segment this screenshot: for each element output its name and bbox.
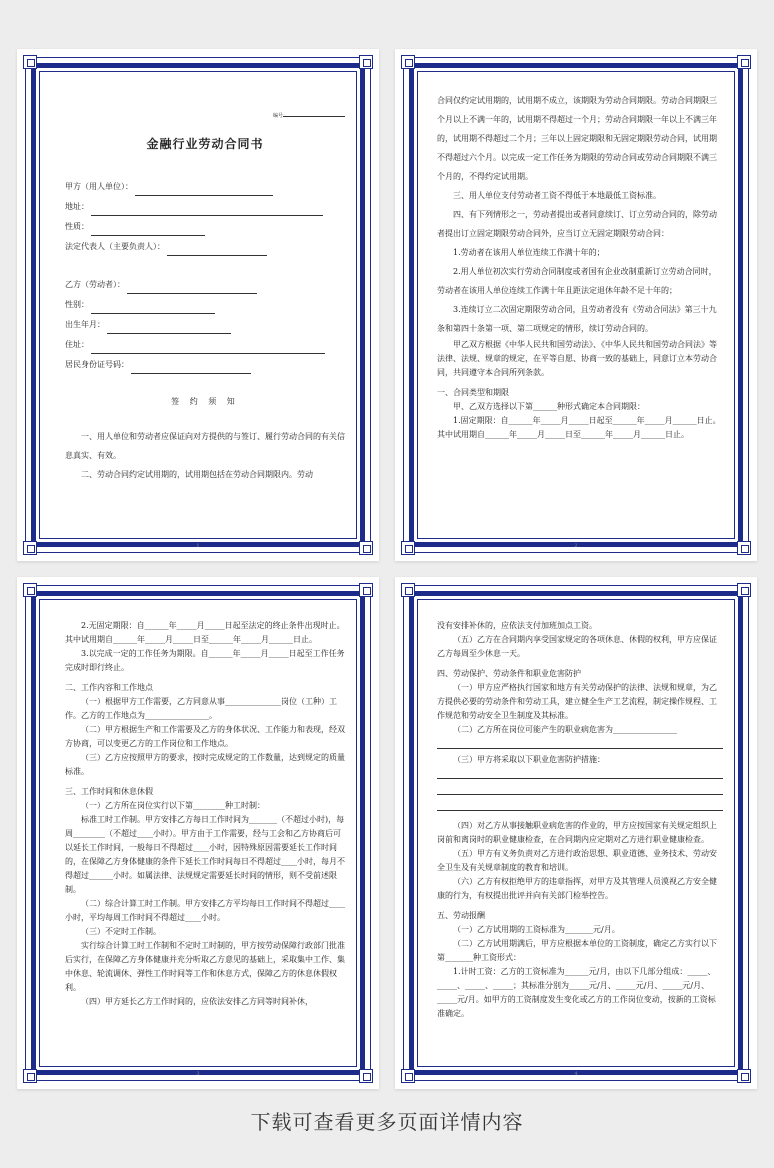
page-number: 1 bbox=[196, 543, 200, 549]
paragraph: （一）甲方应严格执行国家和地方有关劳动保护的法律、法规和规章，为乙方提供必要的劳动条件和劳动工具，建立健全生产工艺流程，制定操作规程、工作规范和劳动安全卫生制度及其标准。 bbox=[437, 683, 717, 720]
paragraph: 1.固定期限：自______年_____月_____日起至______年_____月______日止。其中试用期自______年_____月_____日至______年_____月______日止。 bbox=[437, 416, 721, 439]
paragraph: （二）甲方根据生产和工作需要及乙方的身体状况、工作能力和表现，经双方协商，可以变更乙方的工作岗位和工作地点。 bbox=[65, 725, 345, 748]
paragraph: 四、有下列情形之一，劳动者提出或者同意续订、订立劳动合同的，除劳动者提出订立固定期限劳动合同外，应当订立无固定期限劳动合同： bbox=[437, 210, 717, 238]
paragraph: 合同仅约定试用期的，试用期不成立，该期限为劳动合同期限。劳动合同期限三个月以上不满一年的，试用期不得超过一个月；劳动合同期限一年以上不满三年的，试用期不得超过二个月；三年以上固定期限和无固定期限劳动合同，试用期不得超过六个月。以完成一定工作任务为期限的劳动合同或劳动合同期限不满三个月的，不得约定试用期。 bbox=[437, 96, 717, 181]
corner-ornament bbox=[401, 1069, 415, 1083]
paragraph: （二）乙方所在岗位可能产生的职业病危害为________________ bbox=[453, 725, 677, 734]
paragraph: （二）综合计算工时工作制。甲方安排乙方平均每日工作时间不得超过____小时，平均每周工作时间不得超过____小时。 bbox=[65, 899, 345, 922]
field-row: 性质： bbox=[65, 216, 345, 236]
corner-ornament bbox=[359, 55, 373, 69]
paragraph: 2.无固定期限：自______年_____月_____日起至法定的终止条件出现时止。其中试用期自______年_____月_____日至______年_____月______日止。 bbox=[65, 621, 345, 644]
paragraph: 3.以完成一定的工作任务为期限。自______年_____月_____日起至工作任务完成时即行终止。 bbox=[65, 649, 345, 672]
paragraph: 标准工时工作制。甲方安排乙方每日工作时间为_______（不超过小时)，每周________（不超过____小时）。甲方由于工作需要，经与工会和乙方协商后可以延长工作时间，一般每日不得超过____小时，因特殊原因需要延长工作时间的，在保障乙方身体健康的条件下延长工作时间每日不得超过____小时，每月不得超过______小时。如属法律、法规规定需要延长时间的情形，则不受前述限制。 bbox=[65, 815, 345, 894]
contract-page-3 bbox=[17, 577, 379, 1089]
download-caption: 下载可查看更多页面详情内容 bbox=[250, 1110, 524, 1134]
field-row: 甲方（用人单位）： bbox=[65, 176, 345, 196]
paragraph: （二）乙方试用期满后，甲方应根据本单位的工资制度，确定乙方实行以下第_______种工资形式： bbox=[437, 939, 717, 962]
blank-line bbox=[437, 767, 723, 779]
paragraph: （四）对乙方从事接触职业病危害的作业的，甲方应按国家有关规定组织上岗前和离岗时的职业健康检查，在合同期内应定期对乙方进行职业健康检查。 bbox=[437, 821, 717, 844]
paragraph: 甲乙双方根据《中华人民共和国劳动法》、《中华人民共和国劳动合同法》等法律、法规、规章的规定，在平等自愿、协商一致的基础上，同意订立本劳动合同，共同遵守本合同所列条款。 bbox=[437, 340, 717, 377]
paragraph: 甲、乙双方选择以下第______种形式确定本合同期限： bbox=[453, 402, 645, 411]
field-row: 住址： bbox=[65, 334, 345, 354]
field-row: 出生年月： bbox=[65, 314, 345, 334]
paragraph: （三）不定时工作制。 bbox=[81, 927, 161, 936]
section-heading: 一、合同类型和期限 bbox=[437, 388, 509, 397]
paragraph: （五）甲方有义务负责对乙方进行政治思想、职业道德、业务技术、劳动安全卫生及有关规章制度的教育和培训。 bbox=[437, 849, 717, 872]
contract-page-1 bbox=[17, 49, 379, 561]
paragraph: 一、用人单位和劳动者应保证向对方提供的与签订、履行劳动合同的有关信息真实、有效。 bbox=[65, 432, 345, 460]
paragraph: 实行综合计算工时工作制和不定时工时制的，甲方按劳动保障行政部门批准后实行，在保障乙方身体健康并充分听取乙方意见的基础上，采取集中工作、集中休息、轮流调休、弹性工作时间等工作和休息方式，保障乙方的休息休假权利。 bbox=[65, 941, 345, 992]
field-row: 乙方（劳动者）： bbox=[65, 274, 345, 294]
paragraph: （六）乙方有权拒绝甲方的违章指挥，对甲方及其管理人员漠视乙方安全健康的行为，有权提出批评并向有关部门检举控告。 bbox=[437, 877, 717, 900]
blank-line bbox=[437, 799, 723, 811]
section-heading: 二、工作内容和工作地点 bbox=[65, 683, 153, 692]
corner-ornament bbox=[23, 1069, 37, 1083]
paragraph: （五）乙方在合同期内享受国家规定的各项休息、休假的权利，甲方应保证乙方每周至少休息一天。 bbox=[437, 635, 717, 658]
contract-page-4 bbox=[395, 577, 757, 1089]
paragraph: 2.用人单位初次实行劳动合同制度或者国有企业改制重新订立劳动合同时，劳动者在该用人单位连续工作满十年且距法定退休年龄不足十年的； bbox=[437, 267, 717, 295]
paragraph: 没有安排补休的，应依法支付加班加点工资。 bbox=[437, 621, 597, 630]
page-number: 2 bbox=[574, 543, 578, 549]
corner-ornament bbox=[23, 583, 37, 597]
corner-ornament bbox=[359, 541, 373, 555]
paragraph: （四）甲方延长乙方工作时间的，应依法安排乙方同等时间补休， bbox=[81, 997, 313, 1006]
field-row: 法定代表人（主要负责人）： bbox=[65, 236, 345, 256]
paragraph: （一）乙方试用期的工资标准为_______元/月。 bbox=[453, 925, 620, 934]
corner-ornament bbox=[23, 541, 37, 555]
party-a-fields bbox=[65, 176, 345, 256]
section-heading: 三、工作时间和休息休假 bbox=[65, 787, 153, 796]
contract-page-2 bbox=[395, 49, 757, 561]
corner-ornament bbox=[401, 541, 415, 555]
field-row: 性别： bbox=[65, 294, 345, 314]
corner-ornament bbox=[737, 55, 751, 69]
section-heading: 四、劳动保护、劳动条件和职业危害防护 bbox=[437, 669, 581, 678]
paragraph: （三）乙方应按照甲方的要求，按时完成规定的工作数量，达到规定的质量标准。 bbox=[65, 753, 345, 776]
corner-ornament bbox=[737, 541, 751, 555]
page-title: 金融行业劳动合同书 bbox=[146, 137, 264, 151]
paragraph: 1.计时工资：乙方的工资标准为______元/月，由以下几部分组成：_____、_____、_____、_____；其标准分别为_____元/月、_____元/月、_____元/月、_____元/月。如甲方的工资制度发生变化或乙方的工作岗位变动，按新的工资标准确定。 bbox=[437, 967, 716, 1018]
blank-line bbox=[437, 737, 723, 749]
paragraph: 3.连续订立二次固定期限劳动合同，且劳动者没有《劳动合同法》第三十九条和第四十条第一项、第二项规定的情形，续订劳动合同的。 bbox=[437, 305, 717, 333]
field-row: 居民身份证号码： bbox=[65, 354, 345, 374]
paragraph: （一）根据甲方工作需要，乙方同意从事______________岗位（工种）工作。乙方的工作地点为________________。 bbox=[65, 697, 337, 720]
corner-ornament bbox=[23, 55, 37, 69]
section-heading: 五、劳动报酬 bbox=[437, 911, 485, 920]
corner-ornament bbox=[359, 583, 373, 597]
corner-ornament bbox=[401, 55, 415, 69]
paragraph: 二、劳动合同约定试用期的，试用期包括在劳动合同期限内。劳动 bbox=[81, 470, 313, 479]
corner-ornament bbox=[359, 1069, 373, 1083]
corner-ornament bbox=[737, 583, 751, 597]
page-number: 3 bbox=[196, 1071, 200, 1077]
corner-ornament bbox=[401, 583, 415, 597]
party-b-fields bbox=[65, 274, 345, 374]
blank-line bbox=[437, 783, 723, 795]
paragraph: （三）甲方将采取以下职业危害防护措施： bbox=[453, 755, 605, 764]
paragraph: 1.劳动者在该用人单位连续工作满十年的； bbox=[453, 248, 605, 257]
corner-ornament bbox=[737, 1069, 751, 1083]
page-number: 4 bbox=[574, 1071, 578, 1077]
field-row: 地址： bbox=[65, 196, 345, 216]
notice-title: 签 约 须 知 bbox=[171, 397, 239, 406]
paragraph: （一）乙方所在岗位实行以下第________种工时制： bbox=[81, 801, 265, 810]
paragraph: 三、用人单位支付劳动者工资不得低于本地最低工资标准。 bbox=[453, 191, 661, 200]
contract-number: 编号 bbox=[273, 107, 345, 126]
